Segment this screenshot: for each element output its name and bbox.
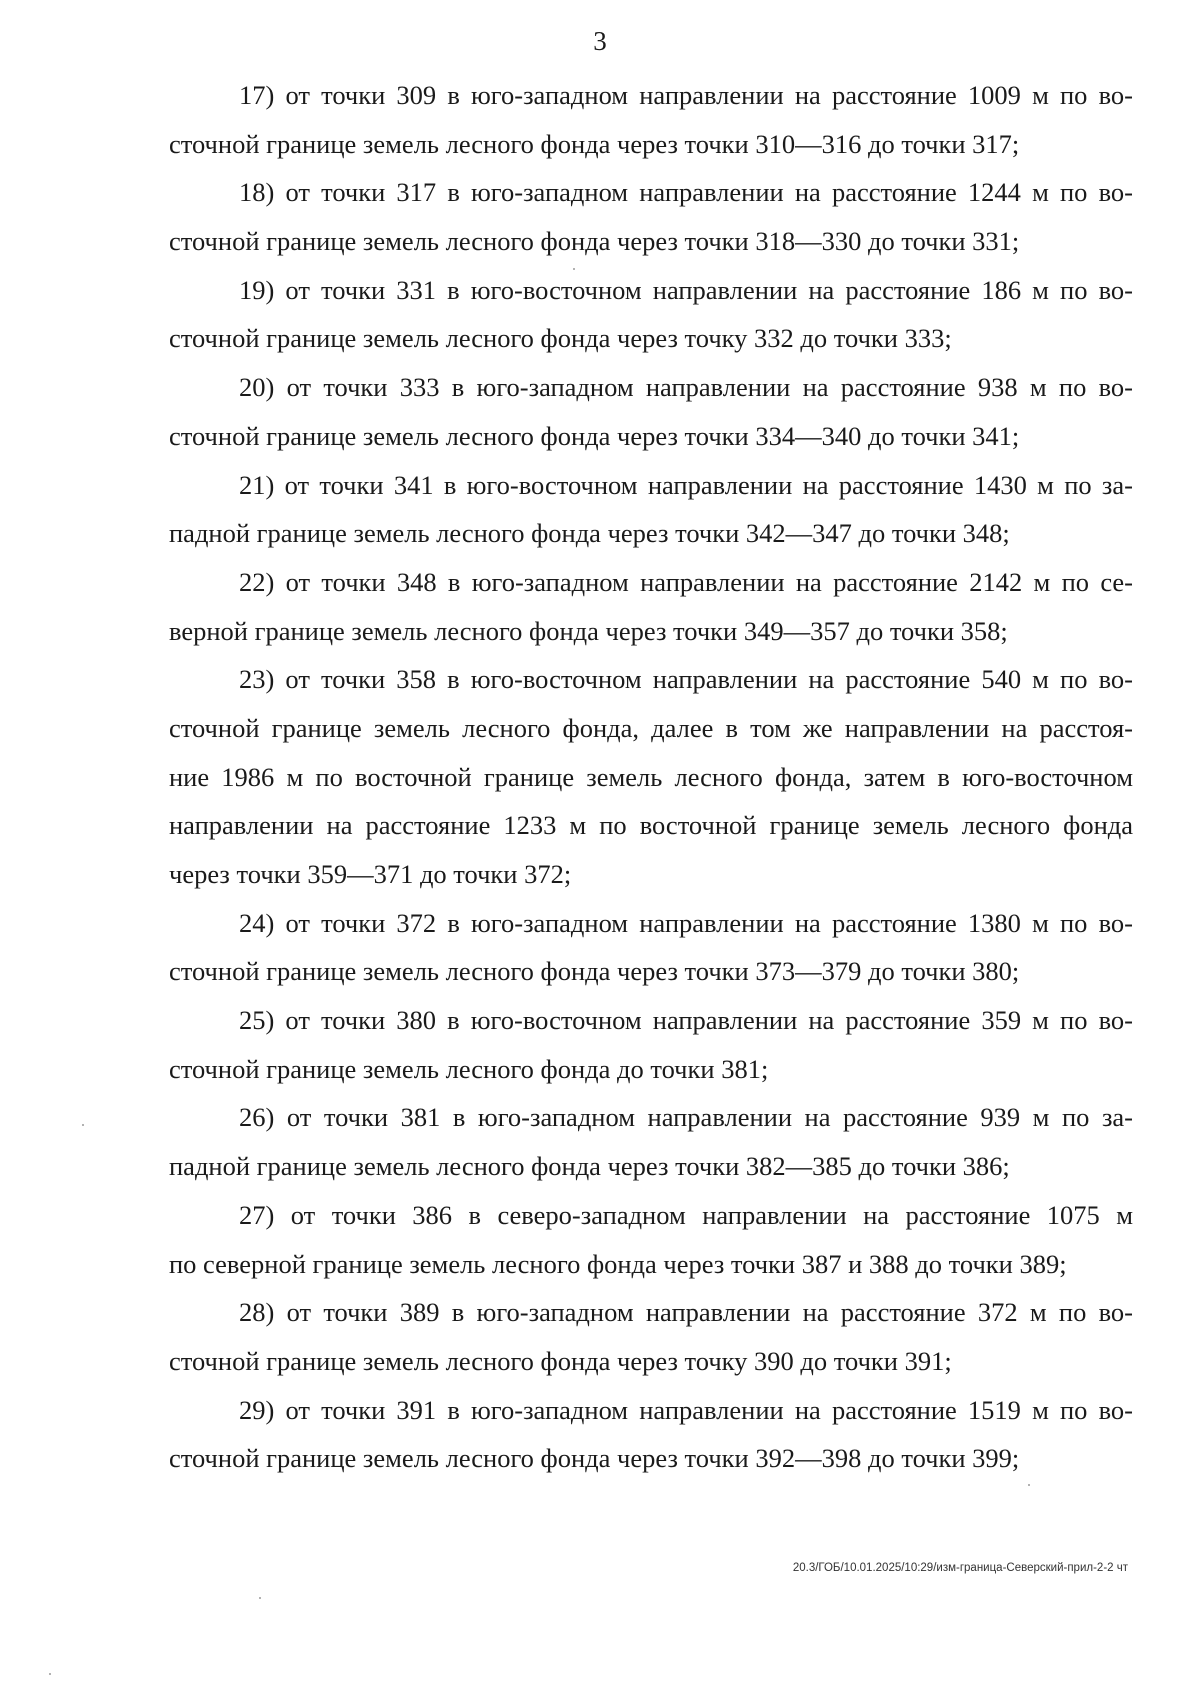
scan-speck xyxy=(1028,1484,1030,1486)
scan-speck xyxy=(49,1673,51,1675)
paragraph-last-line: падной границе земель лесного фонда через точки 382—385 до точки 386; xyxy=(169,1151,1010,1182)
paragraph-last-line: верной границе земель лесного фонда через точки 349—357 до точки 358; xyxy=(169,615,1008,646)
document-footer-code: 20.3/ГОБ/10.01.2025/10:29/изм-граница-Северский-прил-2-2 чт xyxy=(792,1562,1128,1574)
paragraph-29 xyxy=(169,1386,1133,1483)
paragraph-last-line: сточной границе земель лесного фонда до точки 381; xyxy=(169,1053,769,1084)
paragraph-first-line: 27) от точки 386 в северо-западном направлении на расстояние 1075 м xyxy=(239,1199,1133,1230)
document-body xyxy=(169,71,1133,1483)
paragraph-last-line: падной границе земель лесного фонда через точки 342—347 до точки 348; xyxy=(169,518,1010,549)
paragraph-17 xyxy=(169,71,1133,168)
paragraph-last-line: через точки 359—371 до точки 372; xyxy=(169,859,572,889)
page-number: 3 xyxy=(593,26,607,56)
paragraph-last-line: сточной границе земель лесного фонда через точку 332 до точки 333; xyxy=(169,323,952,354)
paragraph-first-line: 28) от точки 389 в юго-западном направлении на расстояние 372 м по во- xyxy=(239,1297,1133,1328)
scan-speck xyxy=(82,1124,84,1126)
paragraph-last-line: сточной границе земель лесного фонда через точки 334—340 до точки 341; xyxy=(169,420,1020,451)
paragraph-last-line: сточной границе земель лесного фонда через точку 390 до точки 391; xyxy=(169,1345,952,1376)
paragraph-first-line: 22) от точки 348 в юго-западном направлении на расстояние 2142 м по се- xyxy=(239,566,1133,597)
paragraph-18 xyxy=(169,168,1133,265)
paragraph-21 xyxy=(169,461,1133,558)
paragraph-last-line: сточной границе земель лесного фонда через точки 392—398 до точки 399; xyxy=(169,1443,1020,1474)
paragraph-middle-line: сточной границе земель лесного фонда, далее в том же направлении на расстоя- xyxy=(169,712,1133,743)
paragraph-26 xyxy=(169,1093,1133,1190)
paragraph-last-line: по северной границе земель лесного фонда через точки 387 и 388 до точки 389; xyxy=(169,1248,1067,1279)
paragraph-middle-line: направлении на расстояние 1233 м по восточной границе земель лесного фонда xyxy=(169,810,1133,841)
paragraph-27 xyxy=(169,1191,1133,1288)
scan-speck xyxy=(259,1597,261,1599)
paragraph-first-line: 24) от точки 372 в юго-западном направлении на расстояние 1380 м по во- xyxy=(239,907,1133,938)
paragraph-first-line: 29) от точки 391 в юго-западном направлении на расстояние 1519 м по во- xyxy=(239,1394,1133,1425)
paragraph-22 xyxy=(169,558,1133,655)
paragraph-first-line: 17) от точки 309 в юго-западном направлении на расстояние 1009 м по во- xyxy=(239,80,1133,110)
paragraph-first-line: 21) от точки 341 в юго-восточном направлении на расстояние 1430 м по за- xyxy=(239,469,1133,500)
paragraph-middle-line: ние 1986 м по восточной границе земель лесного фонда, затем в юго-восточном xyxy=(169,761,1133,792)
paragraph-first-line: 25) от точки 380 в юго-восточном направлении на расстояние 359 м по во- xyxy=(239,1005,1133,1036)
paragraph-first-line: 23) от точки 358 в юго-восточном направлении на расстояние 540 м по во- xyxy=(239,664,1133,695)
paragraph-last-line: сточной границе земель лесного фонда через точки 318—330 до точки 331; xyxy=(169,226,1020,257)
paragraph-23 xyxy=(169,655,1133,898)
paragraph-first-line: 18) от точки 317 в юго-западном направлении на расстояние 1244 м по во- xyxy=(239,177,1133,208)
paragraph-25 xyxy=(169,996,1133,1093)
paragraph-20 xyxy=(169,363,1133,460)
paragraph-first-line: 20) от точки 333 в юго-западном направлении на расстояние 938 м по во- xyxy=(239,372,1133,403)
paragraph-last-line: сточной границе земель лесного фонда через точки 373—379 до точки 380; xyxy=(169,956,1020,987)
paragraph-first-line: 26) от точки 381 в юго-западном направлении на расстояние 939 м по за- xyxy=(239,1102,1133,1133)
scan-speck xyxy=(573,268,575,270)
paragraph-19 xyxy=(169,266,1133,363)
paragraph-last-line: сточной границе земель лесного фонда через точки 310—316 до точки 317; xyxy=(169,128,1020,159)
paragraph-first-line: 19) от точки 331 в юго-восточном направлении на расстояние 186 м по во- xyxy=(239,274,1133,305)
paragraph-24 xyxy=(169,899,1133,996)
paragraph-28 xyxy=(169,1288,1133,1385)
